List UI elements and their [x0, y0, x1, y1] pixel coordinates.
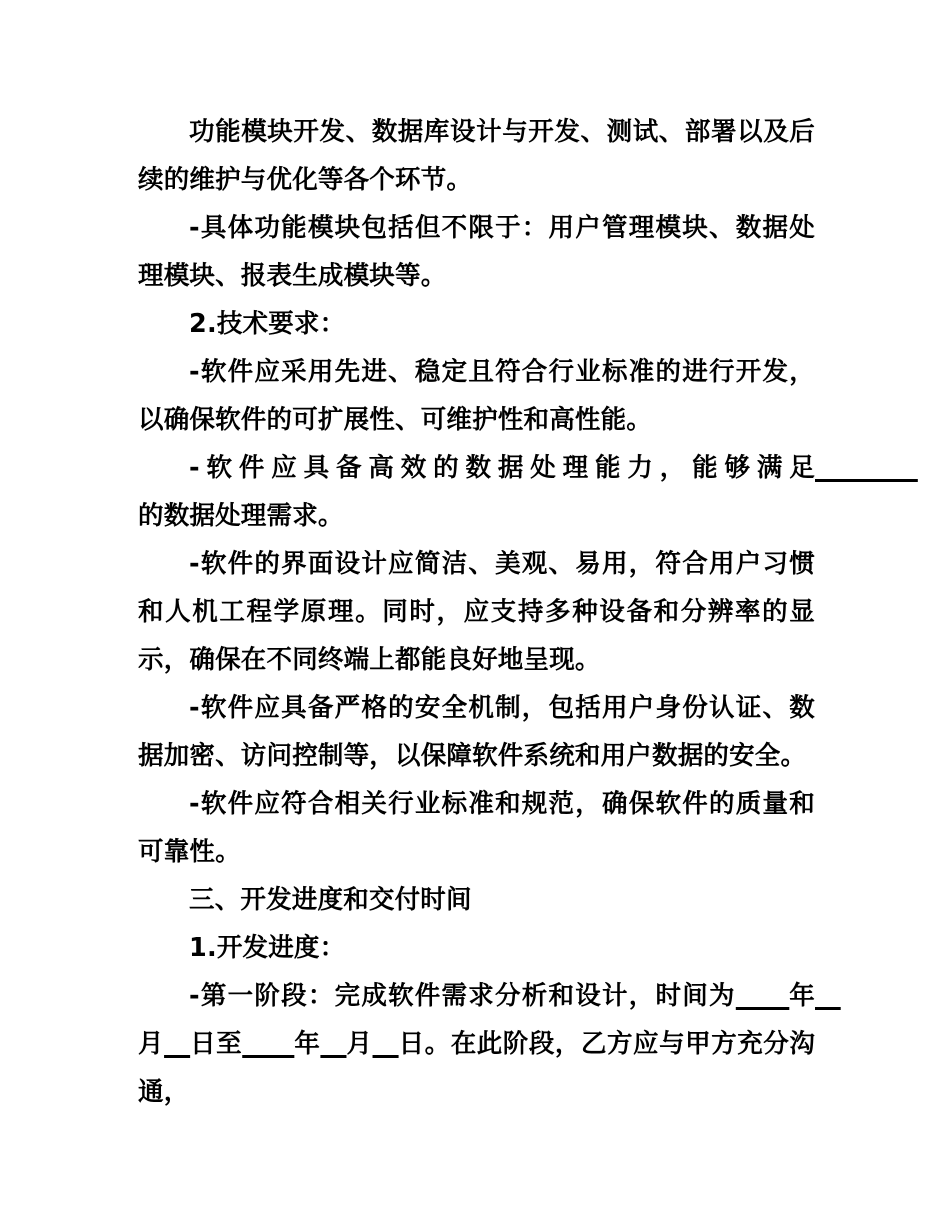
paragraph-text: -软件应具备高效的数据处理能力，能够满足 — [189, 453, 815, 483]
paragraph-text: 三、开发进度和交付时间 — [189, 885, 472, 915]
paragraph-text: -软件的界面设计应简洁、美观、易用，符合用户习惯和人机工程学原理。同时，应支持多种设备和分辨率的显示，确保在不同终端上都能良好地呈现。 — [138, 549, 815, 675]
paragraph-text: 1.开发进度： — [189, 933, 346, 963]
p-phase-one — [138, 972, 815, 1116]
fill-in-blank[interactable] — [373, 1029, 399, 1059]
p-tech-security — [138, 684, 815, 780]
page-footer-margin — [0, 1116, 950, 1176]
paragraph-text: 日。在此阶段，乙方应与甲方充分沟通， — [138, 1029, 816, 1107]
paragraph-text: -软件应符合相关行业标准和规范，确保软件的质量和可靠性。 — [138, 789, 815, 867]
fill-in-blank[interactable] — [242, 1029, 294, 1059]
p-tech-data-processing — [138, 444, 815, 540]
paragraph-text: 年 — [789, 981, 815, 1011]
paragraph-text: -第一阶段：完成软件需求分析和设计，时间为 — [189, 981, 736, 1011]
paragraph-text: 2.技术要求： — [189, 309, 346, 339]
paragraph-text: -具体功能模块包括但不限于：用户管理模块、数据处理模块、报表生成模块等。 — [138, 213, 815, 291]
p-heading-schedule — [138, 876, 815, 924]
paragraph-text: 的数据处理需求。 — [138, 501, 344, 531]
p-tech-standards — [138, 780, 815, 876]
paragraph-text: -软件应具备严格的安全机制，包括用户身份认证、数据加密、访问控制等，以保障软件系统和用户数据的安全。 — [138, 693, 815, 771]
paragraph-text: 功能模块开发、数据库设计与开发、测试、部署以及后续的维护与优化等各个环节。 — [138, 117, 815, 195]
paragraph-text: -软件应采用先进、稳定且符合行业标准的进行开发，以确保软件的可扩展性、可维护性和高性能。 — [138, 357, 815, 435]
paragraph-text: 年 — [294, 1029, 321, 1059]
fill-in-blank[interactable] — [815, 981, 841, 1011]
fill-in-blank[interactable] — [320, 1029, 346, 1059]
p-heading-tech-requirements — [138, 300, 815, 348]
p-function-modules-dev — [138, 108, 815, 204]
p-tech-ui-design — [138, 540, 815, 684]
fill-in-blank[interactable] — [164, 1029, 190, 1059]
p-heading-dev-progress — [138, 924, 815, 972]
p-specific-modules — [138, 204, 815, 300]
document-body — [0, 108, 950, 1116]
paragraph-text: 月 — [346, 1029, 373, 1059]
paragraph-text: 日至 — [190, 1029, 243, 1059]
fill-in-blank[interactable] — [736, 981, 790, 1011]
paragraph-text: 月 — [138, 1029, 165, 1059]
page-header-margin — [0, 0, 950, 108]
p-tech-advanced-stable — [138, 348, 815, 444]
fill-in-blank[interactable] — [815, 453, 918, 483]
